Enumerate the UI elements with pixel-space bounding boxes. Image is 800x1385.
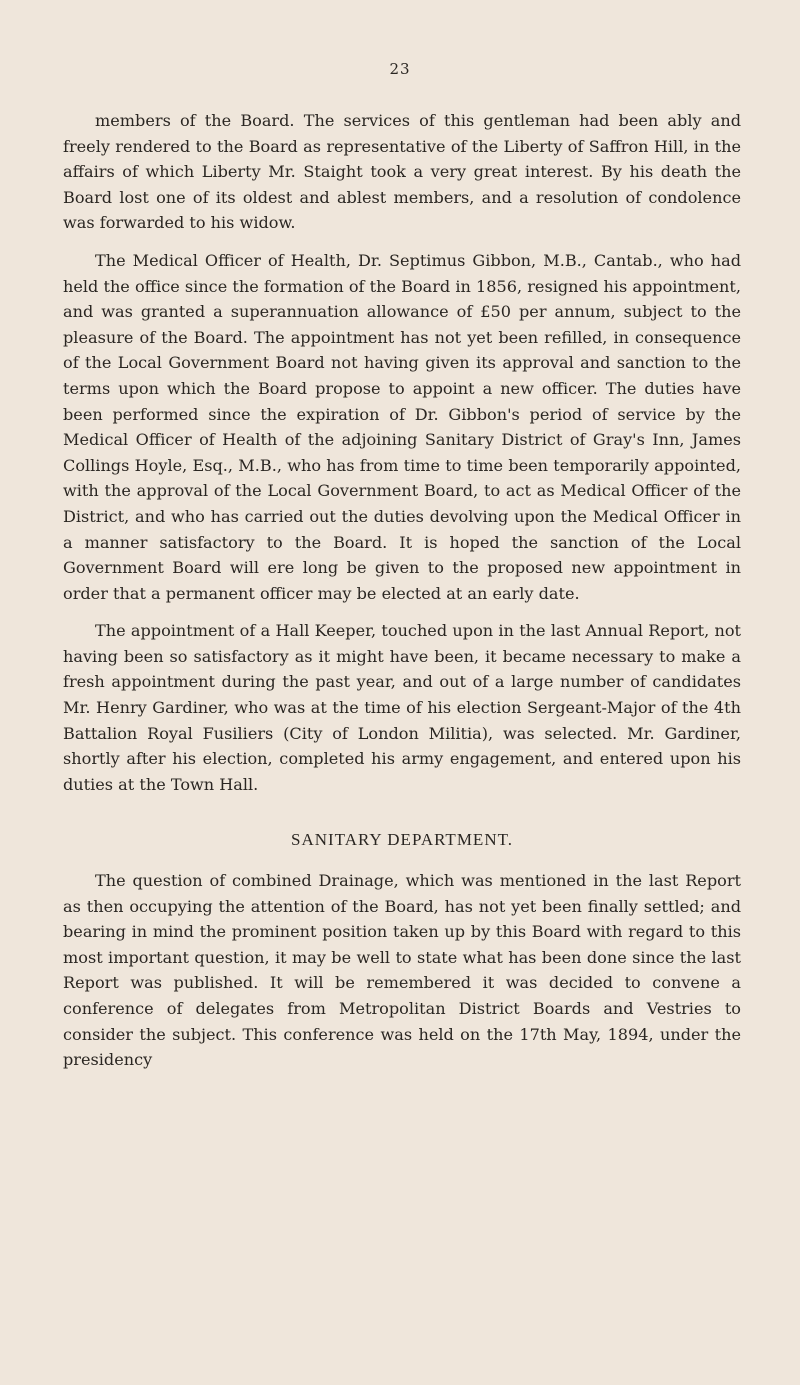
body-text (63, 108, 741, 1085)
page-number: 23 (389, 60, 411, 78)
paragraph-combined-drainage: The question of combined Drainage, which was mentioned in the last Report as then occupying the attention of the Board, has not yet been finally settled; and bearing in mind the prominent position taken up by this Board with regard to this most important question, it may be well to state what has been done since the last Report was published. It will be remembered it was decided to convene a conference of delegates from Metropolitan District Boards and Vestries to consider the subject. This conference was held on the 17th May, 1894, under the presidency (63, 871, 741, 1070)
paragraph-medical-officer: The Medical Officer of Health, Dr. Septimus Gibbon, M.B., Cantab., who had held the office since the formation of the Board in 1856, resigned his appointment, and was granted a superannuation allowance of £50 per annum, subject to the pleasure of the Board. The appointment has not yet been refilled, in consequence of the Local Government Board not having given its approval and sanction to the terms upon which the Board propose to appoint a new officer. The duties have been performed since the expiration of Dr. Gibbon's period of service by the Medical Officer of Health of the adjoining Sanitary District of Gray's Inn, James Collings Hoyle, Esq., M.B., who has from time to time been temporarily appointed, with the approval of the Local Government Board, to act as Medical Officer of the District, and who has carried out the duties devolving upon the Medical Officer in a manner satisfactory to the Board. It is hoped the sanction of the Local Government Board will ere long be given to the proposed new appointment in order that a permanent officer may be elected at an early date. (63, 250, 741, 603)
section-heading-sanitary: SANITARY DEPARTMENT. (291, 830, 513, 850)
paragraph-staight-death: members of the Board. The services of this gentleman had been ably and freely rendered to the Board as representative of the Liberty of Saffron Hill, in the affairs of which Liberty Mr. Staight took a very great interest. By his death the Board lost one of its oldest and ablest members, and a resolution of condolence was forwarded to his widow. (63, 111, 741, 233)
paragraph-hall-keeper: The appointment of a Hall Keeper, touched upon in the last Annual Report, not having been so satisfactory as it might have been, it became necessary to make a fresh appointment during the past year, and out of a large number of candidates Mr. Henry Gardiner, who was at the time of his election Sergeant-Major of the 4th Battalion Royal Fusiliers (City of London Militia), was selected. Mr. Gardiner, shortly after his election, completed his army engagement, and entered upon his duties at the Town Hall. (63, 621, 741, 794)
